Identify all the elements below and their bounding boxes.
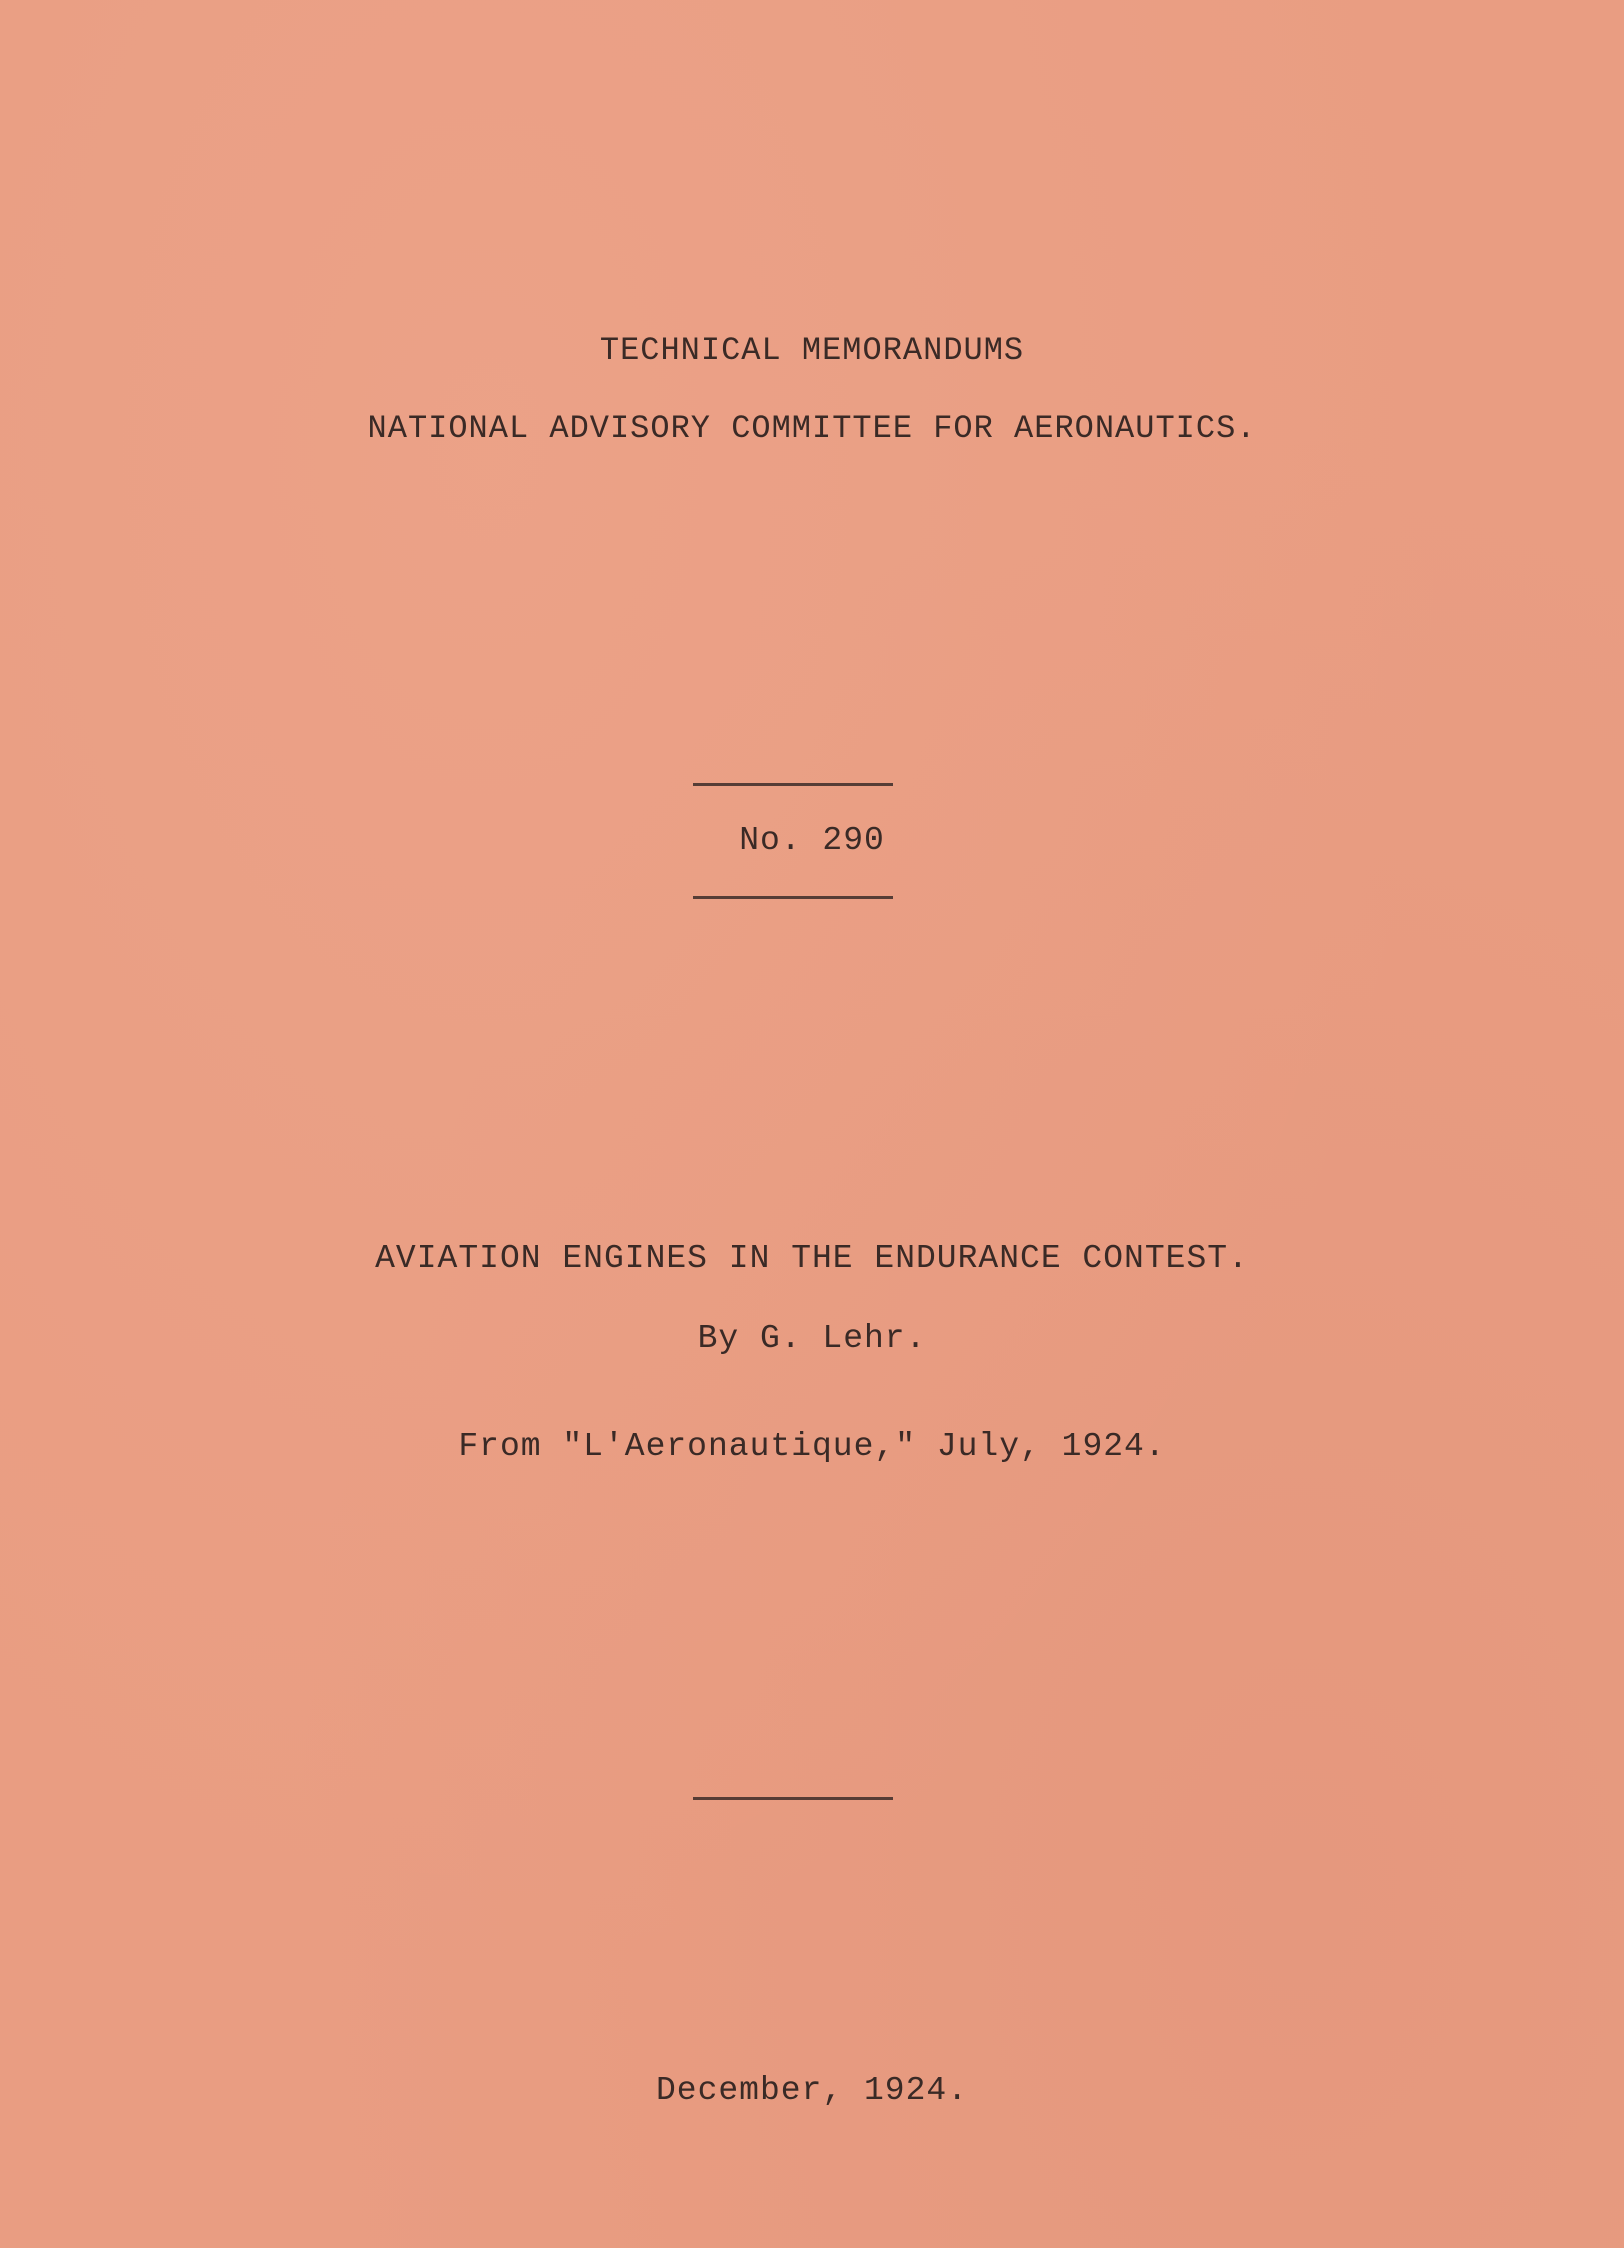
divider-rule-bottom [693,896,893,899]
organization-heading: NATIONAL ADVISORY COMMITTEE FOR AERONAUTICS. [367,410,1257,447]
memo-number: No. 290 [739,822,885,859]
divider-rule-top [693,783,893,786]
publication-date: December, 1924. [655,2072,969,2109]
article-source: From "L'Aeronautique," July, 1924. [458,1428,1166,1465]
article-author: By G. Lehr. [697,1320,927,1357]
divider-rule-lower [693,1797,893,1800]
memo-series-heading: TECHNICAL MEMORANDUMS [599,332,1025,369]
article-title: AVIATION ENGINES IN THE ENDURANCE CONTEST. [375,1240,1249,1277]
